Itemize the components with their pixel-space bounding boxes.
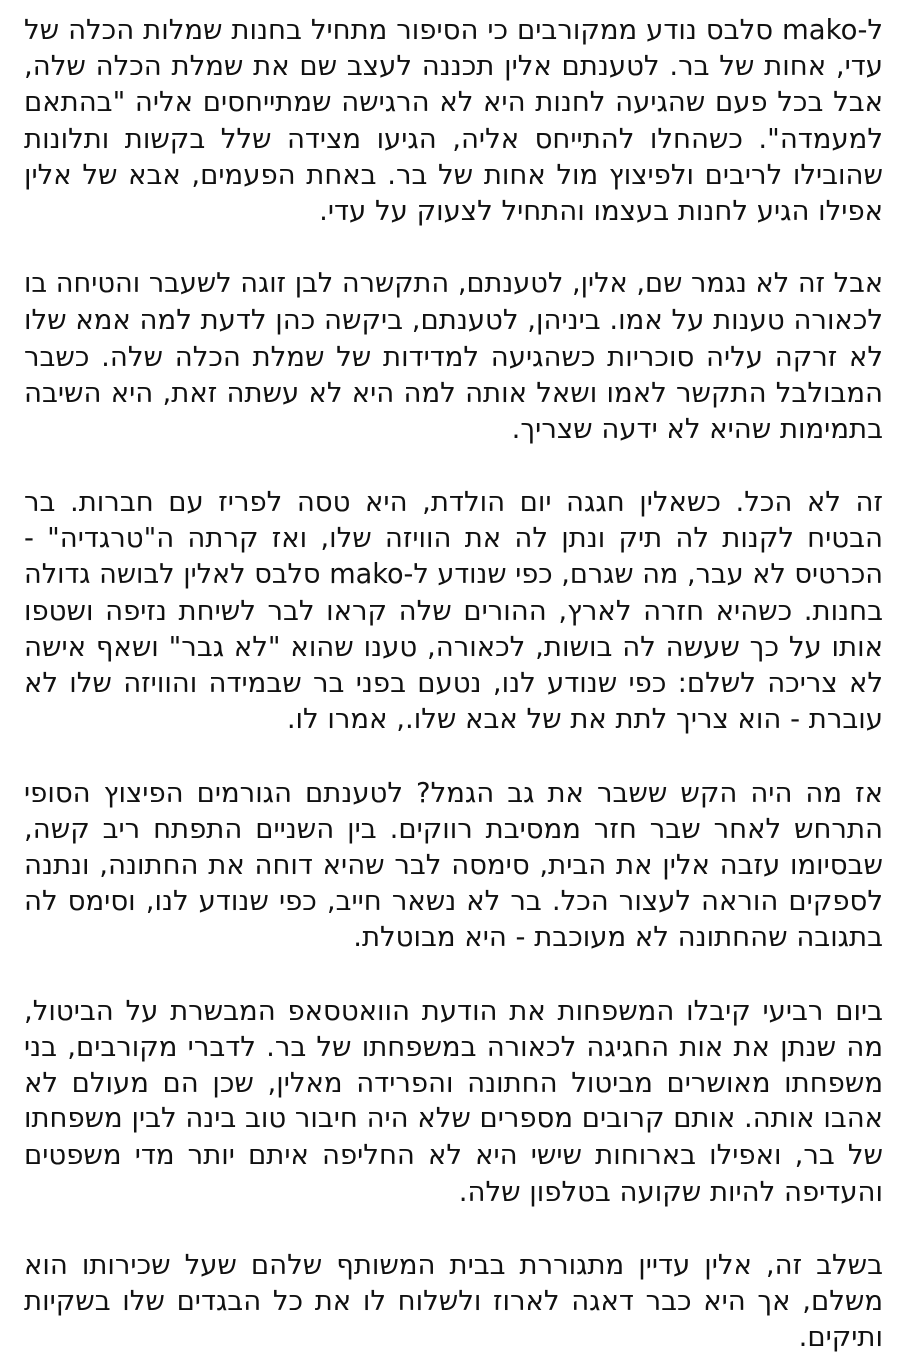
text-line: למעמדה". כשהחלו להתייחס אליה, הגיעו מצידה שלל בקשות ותלונות [24, 122, 883, 155]
text-line: של בר, ואפילו בארוחות שישי היא לא החליפה איתם יותר מדי משפטים [24, 1139, 883, 1172]
text-line: אבל בכל פעם שהגיעה לחנות היא לא הרגישה שמתייחסים אליה "בהתאם [24, 86, 883, 119]
text-line: משלם, אך היא כבר דאגה לארוז ולשלוח לו את כל הבגדים שלו בשקיות [24, 1285, 883, 1318]
text-line: והעדיפה להיות שקועה בטלפון שלה. [458, 1175, 883, 1208]
text-line: לכאורה טענות על אמו. ביניהן, לטענתם, ביקשה כהן לדעת למה אמא שלו [24, 304, 883, 337]
text-line: בתגובה שהחתונה לא מעוכבת - היא מבוטלת. [353, 921, 883, 954]
text-line: לספקים הוראה לעצור הכל. בר לא נשאר חייב, כפי שנודע לנו, וסימס לה [24, 885, 883, 918]
text-line: ל-mako סלבס נודע ממקורבים כי הסיפור מתחיל בחנות שמלות הכלה של [24, 14, 883, 46]
text-line: הבטיח לקנות לה תיק ונתן לה את הוויזה שלו, ואז קרתה ה"טרגדיה" - [24, 522, 883, 555]
text-line: המבולבל התקשר לאמו ושאל אותה למה היא לא עשתה זאת, היא השיבה [24, 376, 883, 409]
paragraph-5 [24, 993, 883, 1210]
text-line: אז מה היה הקש ששבר את גב הגמל? לטענתם הגורמים הפיצוץ הסופי [24, 776, 883, 809]
text-line: בתמימות שהיא לא ידעה שצריך. [511, 413, 883, 446]
text-line: בחנות. כשהיא חזרה לארץ, ההורים שלה קראו לבר לשיחת נזיפה ושטפו [24, 594, 883, 627]
paragraph-3 [24, 484, 883, 737]
text-line: לא צריכה לשלם: כפי שנודע לנו, נטעם בפני בר שבמידה והוויזה שלו לא [24, 667, 883, 700]
paragraph-2 [24, 266, 883, 447]
text-line: אותו על כך שעשה לה בושות, לכאורה, טענו שהוא "לא גבר" ושאף אישה [24, 631, 883, 664]
text-line: בשלב זה, אלין עדיין מתגוררת בבית המשותף שלהם שעל שכירותו הוא [24, 1248, 883, 1281]
text-line: ביום רביעי קיבלו המשפחות את הודעת הוואטסאפ המבשרת על הביטול, [24, 994, 883, 1027]
paragraph-1 [24, 12, 883, 229]
text-line: הכרטיס לא עבר, מה שגרם, כפי שנודע ל-mako סלבס לאלין לבושה גדולה [24, 558, 884, 590]
text-line: מה שנתן את אות החגיגה לכאורה במשפחתו של בר. לדברי מקורבים, בני [24, 1030, 883, 1063]
text-line: עוברת - הוא צריך לתת את של אבא שלו., אמרו לו. [286, 703, 883, 736]
paragraph-6 [24, 1247, 883, 1356]
text-line: עדי, אחות של בר. לטענתם אלין תכננה לעצב שם את שמלת הכלה שלה, [24, 50, 883, 83]
text-line: שבסיומו עזבה אלין את הבית, סימסה לבר שהיא דוחה את החתונה, ונתנה [24, 849, 883, 882]
text-line: אהבו אותה. אותם קרובים מספרים שלא היה חיבור טוב בינה לבין משפחתו [24, 1103, 883, 1135]
text-line: התרחש לאחר שבר חזר ממסיבת רווקים. בין השניים התפתח ריב קשה, [24, 812, 883, 845]
text-line: ותיקים. [798, 1321, 883, 1354]
text-line: זה לא הכל. כשאלין חגגה יום הולדת, היא טסה לפריז עם חברות. בר [24, 486, 883, 519]
text-line: משפחתו מאושרים מביטול החתונה והפרידה מאלין, שכן הם מעולם לא [24, 1067, 883, 1100]
text-line: אפילו הגיע לחנות בעצמו והתחיל לצעוק על עדי. [319, 195, 883, 228]
text-line: לא זרקה עליה סוכריות כשהגיעה למדידות של שמלת הכלה שלה. כשבר [24, 340, 883, 373]
paragraph-4 [24, 775, 883, 956]
text-line: אבל זה לא נגמר שם, אלין, לטענתם, התקשרה לבן זוגה לשעבר והטיחה בו [24, 268, 883, 300]
text-line: שהובילו לריבים ולפיצוץ מול אחות של בר. באחת הפעמים, אבא של אלין [24, 158, 883, 191]
